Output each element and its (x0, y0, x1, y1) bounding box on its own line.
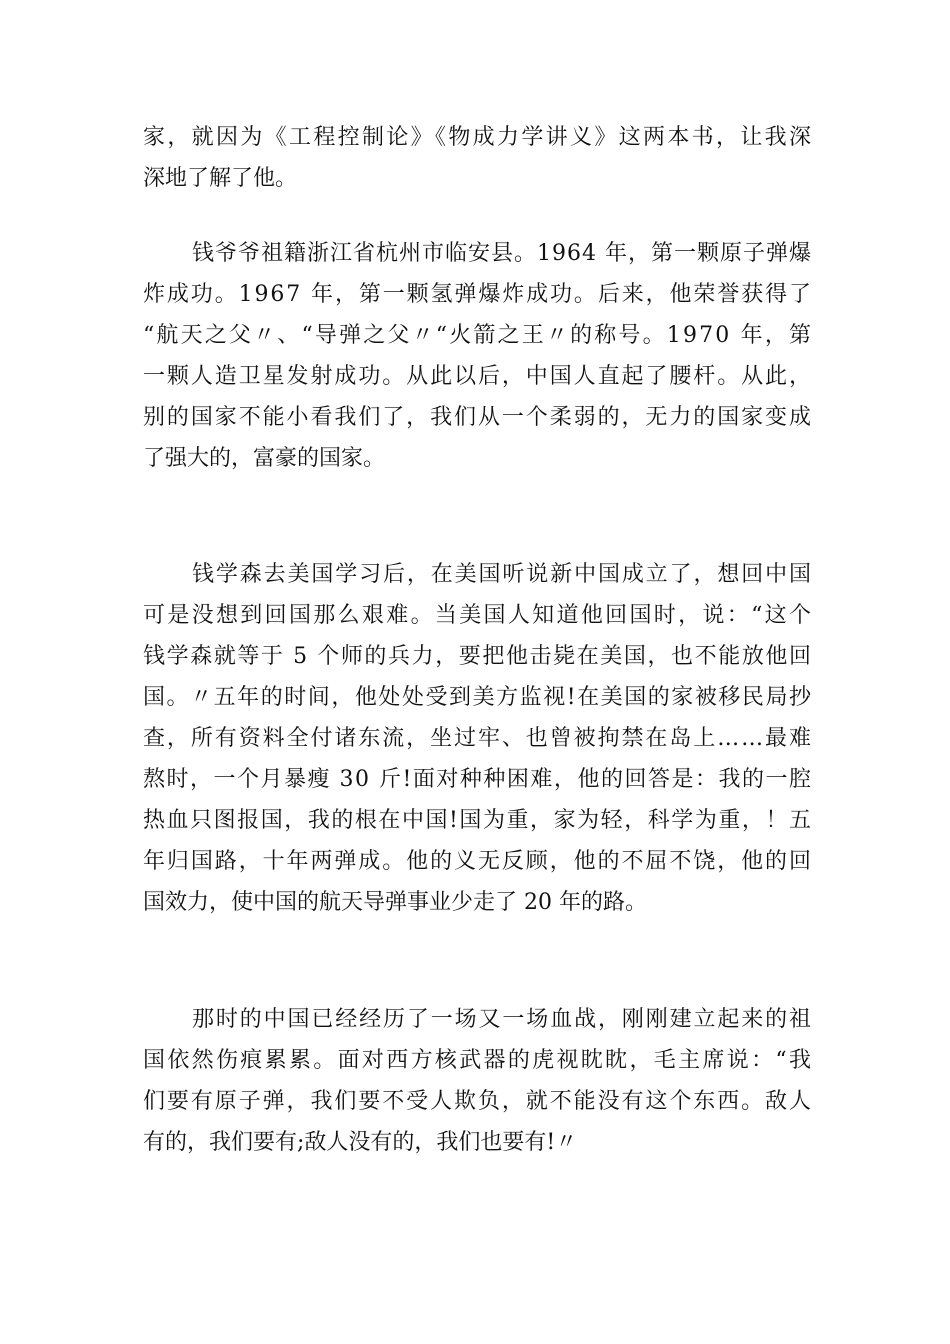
paragraph-line: 有的，我们要有;敌人没有的，我们也要有!〃 (143, 1130, 578, 1155)
paragraph-4 (143, 999, 814, 1163)
paragraph-line: 家，就因为《工程控制论》《物成力学讲义》这两本书，让我深 (143, 125, 814, 150)
paragraph-2 (143, 233, 814, 479)
paragraph-line: 查，所有资料全付诸东流，坐过牢、也曾被拘禁在岛上……最难 (143, 726, 813, 751)
paragraph-line: 别的国家不能小看我们了，我们从一个柔弱的，无力的国家变成 (143, 405, 813, 430)
paragraph-line: 那时的中国已经经历了一场又一场血战，刚刚建立起来的祖 (192, 1007, 813, 1032)
paragraph-line: 们要有原子弹，我们要不受人欺负，就不能没有这个东西。敌人 (143, 1089, 813, 1114)
paragraph-line: 深地了解了他。 (143, 166, 298, 191)
paragraph-line: 炸成功。1967 年，第一颗氢弹爆炸成功。后来，他荣誉获得了 (143, 282, 813, 307)
paragraph-line: 钱爷爷祖籍浙江省杭州市临安县。1964 年，第一颗原子弹爆 (192, 241, 812, 266)
paragraph-line: 可是没想到回国那么艰难。当美国人知道他回国时，说：“这个 (143, 603, 814, 628)
paragraph-1 (143, 117, 814, 199)
paragraph-line: 热血只图报国，我的根在中国!国为重，家为轻，科学为重，！五 (143, 808, 813, 833)
paragraph-3 (143, 554, 814, 923)
paragraph-line: 年归国路，十年两弹成。他的义无反顾，他的不屈不饶，他的回 (143, 849, 813, 874)
paragraph-line: 国效力，使中国的航天导弹事业少走了 20 年的路。 (143, 890, 647, 915)
paragraph-line: 一颗人造卫星发射成功。从此以后，中国人直起了腰杆。从此， (143, 364, 813, 389)
paragraph-line: 了强大的，富豪的国家。 (143, 446, 386, 471)
paragraph-line: 钱学森就等于 5 个师的兵力，要把他击毙在美国，也不能放他回 (143, 644, 813, 669)
paragraph-line: 熬时，一个月暴瘦 30 斤!面对种种困难，他的回答是：我的一腔 (143, 767, 813, 792)
paragraph-line: “航天之父〃、“导弹之父〃“火箭之王〃的称号。1970 年，第 (143, 323, 814, 348)
paragraph-line: 钱学森去美国学习后，在美国听说新中国成立了，想回中国 (192, 562, 813, 587)
paragraph-line: 国。〃五年的时间，他处处受到美方监视!在美国的家被移民局抄 (143, 685, 813, 710)
paragraph-line: 国依然伤痕累累。面对西方核武器的虎视眈眈，毛主席说：“我 (143, 1048, 814, 1073)
